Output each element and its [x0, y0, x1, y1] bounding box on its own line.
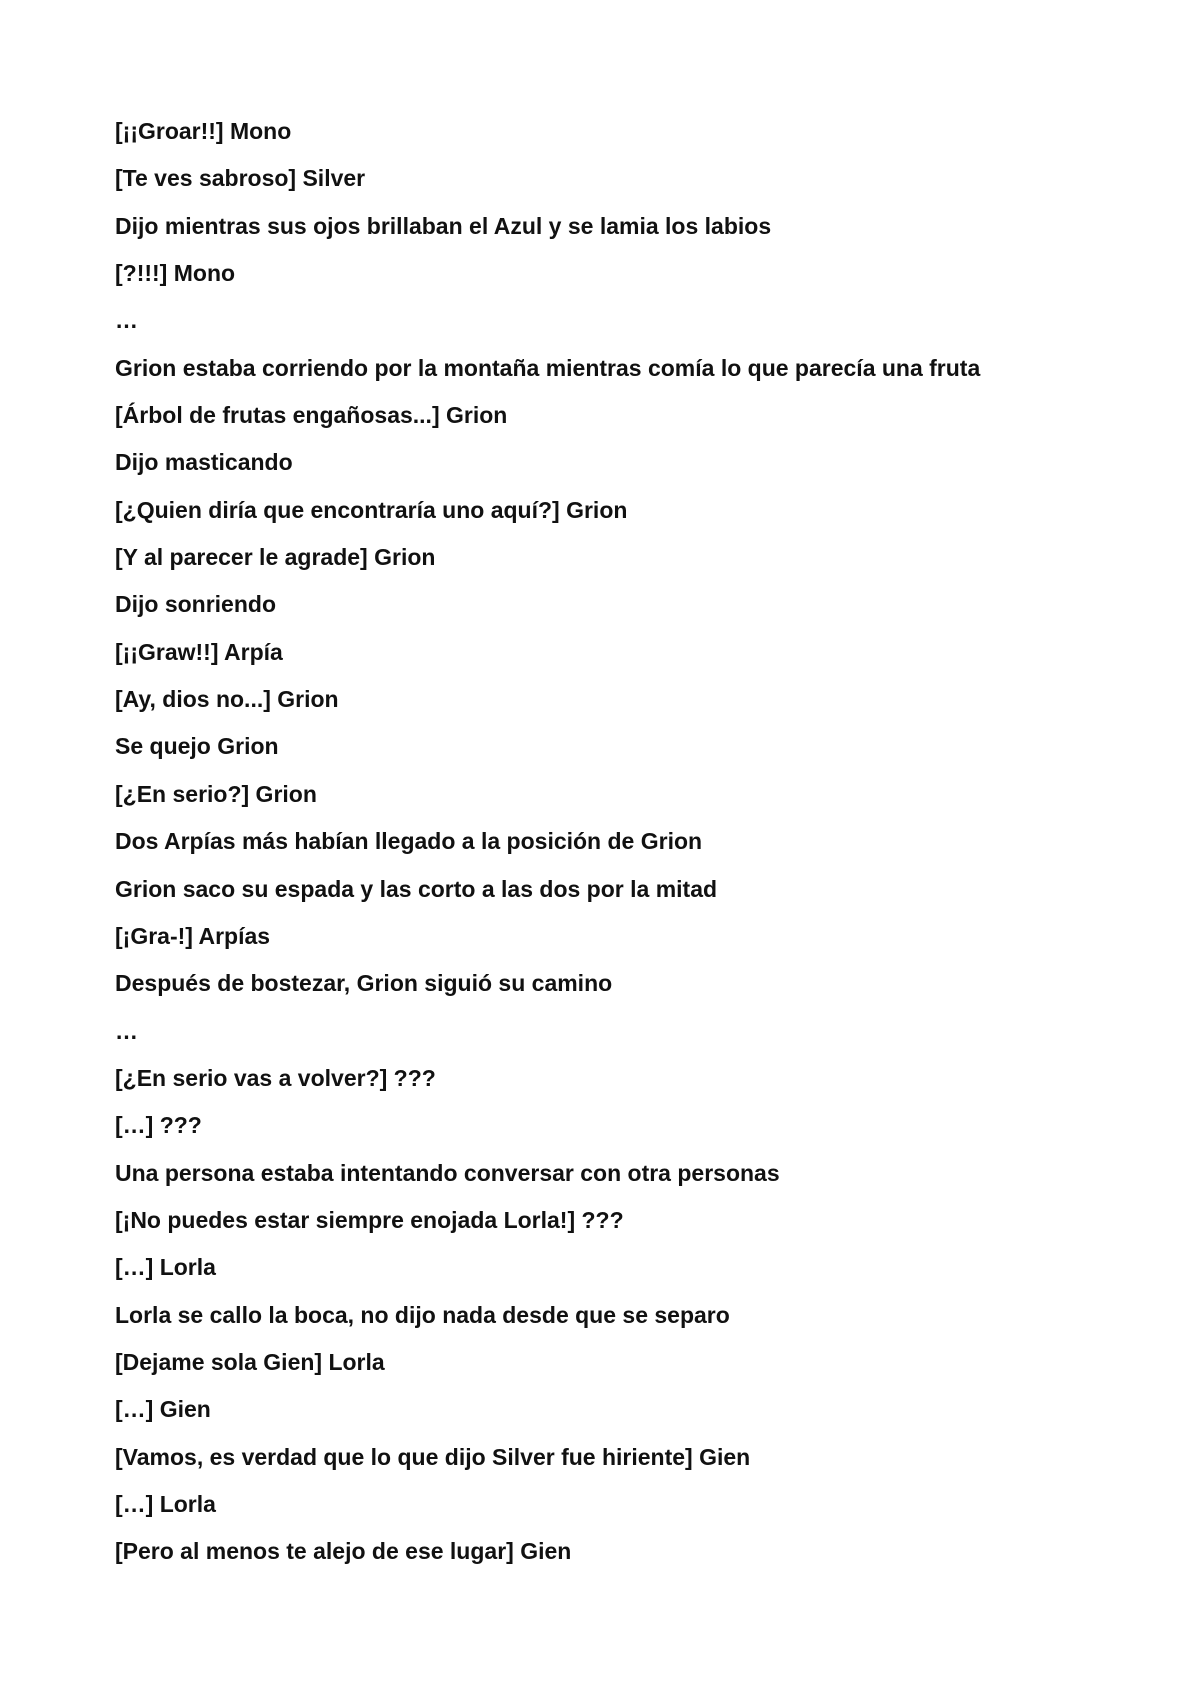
- text-line: Se quejo Grion: [115, 733, 279, 760]
- text-line: …: [115, 1017, 138, 1044]
- text-line: Grion saco su espada y las corto a las dos por la mitad: [115, 875, 718, 902]
- text-line: [¡No puedes estar siempre enojada Lorla!] ???: [115, 1206, 624, 1233]
- story-text: [115, 108, 1115, 1576]
- text-line: [Ay, dios no...] Grion: [115, 686, 339, 713]
- text-line: Una persona estaba intentando conversar con otra personas: [115, 1159, 780, 1186]
- text-line: [?!!!] Mono: [115, 260, 236, 287]
- text-line: [Te ves sabroso] Silver: [115, 165, 366, 192]
- text-line: [¿Quien diría que encontraría uno aquí?] Grion: [115, 496, 628, 523]
- text-line: [Pero al menos te alejo de ese lugar] Gien: [115, 1538, 572, 1565]
- text-line: [Y al parecer le agrade] Grion: [115, 544, 436, 571]
- text-line: […] Lorla: [115, 1254, 216, 1281]
- text-line: …: [115, 307, 138, 334]
- text-line: [Vamos, es verdad que lo que dijo Silver fue hiriente] Gien: [115, 1443, 751, 1470]
- text-line: Dijo sonriendo: [115, 591, 276, 618]
- text-line: [¡¡Graw!!] Arpía: [115, 638, 283, 665]
- text-line: [¿En serio?] Grion: [115, 780, 317, 807]
- text-line: Después de bostezar, Grion siguió su camino: [115, 970, 613, 997]
- text-line: Grion estaba corriendo por la montaña mientras comía lo que parecía una fruta: [115, 354, 981, 381]
- text-line: Dijo masticando: [115, 449, 293, 476]
- text-line: [¡¡Groar!!] Mono: [115, 118, 292, 144]
- text-line: […] Lorla: [115, 1490, 216, 1517]
- text-line: [Árbol de frutas engañosas...] Grion: [115, 402, 508, 429]
- text-line: […] Gien: [115, 1396, 211, 1423]
- text-line: Dijo mientras sus ojos brillaban el Azul y se lamia los labios: [115, 212, 772, 239]
- text-line: Lorla se callo la boca, no dijo nada desde que se separo: [115, 1301, 730, 1328]
- text-line: [¡Gra-!] Arpías: [115, 922, 271, 949]
- text-line: Dos Arpías más habían llegado a la posición de Grion: [115, 828, 703, 855]
- text-line: [¿En serio vas a volver?] ???: [115, 1064, 436, 1091]
- text-line: […] ???: [115, 1112, 202, 1139]
- text-line: [Dejame sola Gien] Lorla: [115, 1348, 385, 1375]
